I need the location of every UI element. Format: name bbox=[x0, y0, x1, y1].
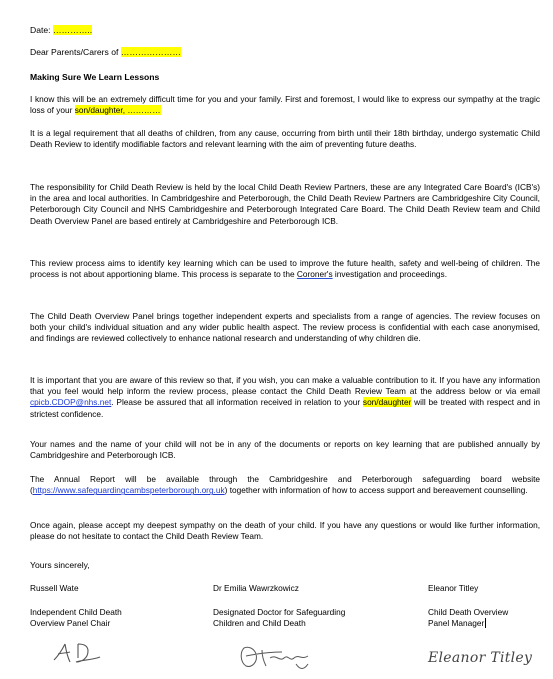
greeting-label: Dear Parents/Carers of bbox=[30, 47, 121, 57]
paragraph-contribution-text: It is important that you are aware of this review so that, if you wish, you can make a valuable contribution to it. If you have any information that you feel would help inform the review process, please contact the Child Death Review Team at the address below or via email bbox=[30, 375, 540, 397]
paragraph-overview-panel: The Child Death Overview Panel brings together independent experts and specialists from a range of agencies. The review focuses on both your child's individual situation and any wider public health aspect. The review process is confidential with each case anonymised, and findings are reviewed collectively to enhance national research and understanding of why children die. bbox=[30, 311, 540, 344]
greeting-line bbox=[30, 47, 181, 58]
signature-emilia-wawrzkowicz bbox=[236, 640, 318, 674]
paragraph-contribution bbox=[30, 375, 540, 420]
paragraph-review-text: This review process aims to identify key learning which can be used to improve the future health, safety and well-being of children. The process is not about apportioning blame. This process is separate to the bbox=[30, 258, 540, 280]
date-line bbox=[30, 25, 92, 36]
greeting-placeholder[interactable]: ………………… bbox=[120, 47, 181, 57]
paragraph-annual-report-text-2: ) together with information of how to access support and bereavement counselling. bbox=[224, 485, 528, 496]
signature-russell-wate bbox=[48, 638, 106, 668]
email-link[interactable]: cpicb.CDOP@nhs.net bbox=[30, 397, 112, 408]
signatory-3-role-line2: Panel Manager bbox=[428, 618, 485, 628]
sign-off: Yours sincerely, bbox=[30, 560, 90, 570]
paragraph-contribution-text-2: . Please be assured that all information received in relation to your bbox=[111, 397, 363, 408]
website-link[interactable]: https://www.safeguardingcambspeterborough.org.uk bbox=[32, 485, 225, 496]
signatory-3-name: Eleanor Titley bbox=[428, 583, 479, 593]
child-placeholder-2[interactable]: son/daughter bbox=[362, 397, 412, 408]
paragraph-closing-sympathy: Once again, please accept my deepest sympathy on the death of your child. If you have any questions or would like further information, please do not hesitate to contact the Child Death Review Team. bbox=[30, 520, 540, 542]
paragraph-contribution-text-3: will be treated with respect and in strictest confidence. bbox=[30, 397, 540, 419]
child-placeholder[interactable]: son/daughter, ………… bbox=[74, 105, 161, 116]
paragraph-sympathy bbox=[30, 94, 540, 116]
signatory-1-role-line2: Overview Panel Chair bbox=[30, 618, 111, 628]
signatory-2-name: Dr Emilia Wawrzkowicz bbox=[213, 583, 299, 593]
text-cursor bbox=[485, 618, 486, 628]
paragraph-annual-report bbox=[30, 474, 540, 496]
signatory-1-role-line1: Independent Child Death bbox=[30, 607, 122, 617]
signatory-3-role-line1: Child Death Overview bbox=[428, 607, 509, 617]
paragraph-review-process bbox=[30, 258, 540, 280]
paragraph-legal-requirement: It is a legal requirement that all deaths of children, from any cause, occurring from birth until their 18th birthday, undergo systematic Child Death Review to identify modifiable factors and relevant learning with the aim of preventing future deaths. bbox=[30, 128, 540, 150]
coroner-word: Coroner's bbox=[296, 269, 333, 280]
paragraph-responsibility: The responsibility for Child Death Review is held by the local Child Death Review Partners, these are any Integrated Care Board's (ICB's) in the area and local authorities. In Cambridgeshire and Peterborough, the Child Death Review Partners are Cambridgeshire City Council, Peterborough City Council and NHS Cambridgeshire and Peterborough Integrated Care Board. The Child Death Review team and Child Death Overview Panel are based entirely at Cambridgeshire and Peterborough ICB. bbox=[30, 182, 540, 226]
paragraph-sympathy-text: I know this will be an extremely difficult time for you and your family. First and foremost, I would like to express our sympathy at the tragic loss of your bbox=[30, 94, 540, 116]
signature-eleanor-titley: Eleanor Titley bbox=[428, 650, 533, 666]
paragraph-annual-report-text: The Annual Report will be available through the Cambridgeshire and Peterborough safeguarding board website ( bbox=[30, 474, 540, 496]
signatory-2-role-line2: Children and Child Death bbox=[213, 618, 306, 628]
date-placeholder[interactable]: ………….. bbox=[52, 25, 93, 35]
date-label: Date: bbox=[30, 25, 53, 35]
letter-heading: Making Sure We Learn Lessons bbox=[30, 72, 160, 82]
paragraph-confidentiality: Your names and the name of your child will not be in any of the documents or reports on key learning that are published annually by Cambridgeshire and Peterborough ICB. bbox=[30, 439, 540, 461]
signatory-2-role-line1: Designated Doctor for Safeguarding bbox=[213, 607, 346, 617]
paragraph-review-text-end: investigation and proceedings. bbox=[332, 269, 447, 280]
signatory-1-name: Russell Wate bbox=[30, 583, 79, 593]
